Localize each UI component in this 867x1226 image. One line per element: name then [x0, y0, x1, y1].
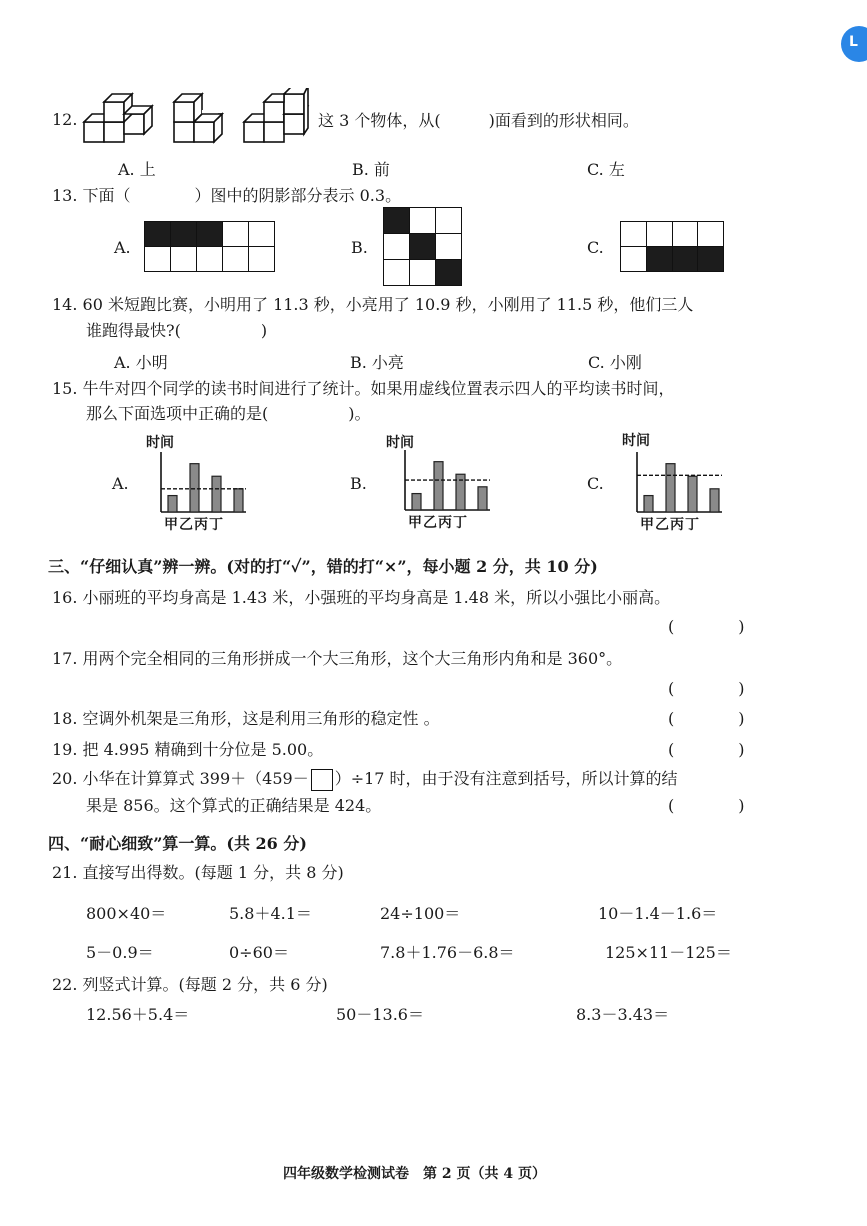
- q18-answer-paren: ( ): [668, 709, 745, 728]
- q13-grid-c: [620, 221, 724, 272]
- q15-label-a: A.: [112, 474, 129, 493]
- chart-c-bar-丁: [710, 489, 719, 512]
- q12-number: 12.: [52, 110, 78, 129]
- chart-b-bar-乙: [434, 462, 443, 510]
- calc-row1-item2: 5.8＋4.1＝: [229, 904, 312, 923]
- chart-c-bar-甲: [644, 496, 653, 512]
- q17-answer-paren: ( ): [668, 679, 745, 698]
- chart-c-axis-title: 时间: [622, 433, 650, 449]
- calc-row1-item1: 800×40＝: [86, 904, 167, 923]
- vertical-calc-item3: 8.3－3.43＝: [576, 1005, 670, 1024]
- q13-grid-a: [144, 221, 275, 272]
- q13-question-text: 13. 下面（ ）图中的阴影部分表示 0.3。: [52, 186, 402, 205]
- chart-b-bar-丁: [478, 487, 487, 510]
- q20-line-2: 果是 856。这个算式的正确结果是 424。: [86, 796, 382, 815]
- chart-b-category-labels: 甲乙丙丁: [408, 515, 468, 531]
- chart-a-category-labels: 甲乙丙丁: [164, 517, 224, 533]
- q15-line-2: 那么下面选项中正确的是( )。: [86, 404, 371, 423]
- q12-question-text: 这 3 个物体，从( )面看到的形状相同。: [318, 111, 639, 130]
- vertical-calc-item1: 12.56＋5.4＝: [86, 1005, 190, 1024]
- floating-app-badge[interactable]: L: [841, 26, 867, 62]
- section-4-title: 四、“耐心细致”算一算。(共 26 分): [48, 834, 307, 853]
- calc-row2-item1: 5－0.9＝: [86, 943, 154, 962]
- q20-text-part-1: 20. 小华在计算算式 399＋（459－: [52, 769, 309, 788]
- chart-c-bar-丙: [688, 476, 697, 512]
- chart-a-bar-甲: [168, 496, 177, 512]
- section-3-title: 三、“仔细认真”辨一辨。(对的打“✓”，错的打“×”，每小题 2 分，共 10 分): [48, 557, 598, 576]
- q12-cube-figures: [82, 88, 312, 146]
- chart-a-bar-丁: [234, 489, 243, 512]
- q19-answer-paren: ( ): [668, 740, 745, 759]
- q14-option-c: C. 小刚: [588, 353, 642, 372]
- chart-c-category-labels: 甲乙丙丁: [640, 517, 700, 533]
- q12-option-a: A. 上: [118, 160, 156, 179]
- calc-row2-item2: 0÷60＝: [229, 943, 289, 962]
- chart-b-axis-title: 时间: [386, 435, 414, 451]
- bar-chart-b: [404, 450, 494, 512]
- q14-option-a: A. 小明: [114, 353, 168, 372]
- q14-line-2: 谁跑得最快?( ): [86, 321, 268, 340]
- calc-row2-item3: 7.8＋1.76－6.8＝: [380, 943, 515, 962]
- q16-answer-paren: ( ): [668, 617, 745, 636]
- q15-label-b: B.: [350, 474, 367, 493]
- chart-a-bar-乙: [190, 464, 199, 512]
- q12-option-b: B. 前: [352, 160, 390, 179]
- q14-option-b: B. 小亮: [350, 353, 404, 372]
- cube-object-2: [174, 94, 222, 142]
- q20-answer-paren: ( ): [668, 796, 745, 815]
- cube-object-3: [244, 88, 308, 142]
- q20-blank-box: [311, 769, 333, 791]
- q17-text: 17. 用两个完全相同的三角形拼成一个大三角形，这个大三角形内角和是 360°。: [52, 649, 623, 668]
- q20-text-part-2: ）÷17 时，由于没有注意到括号，所以计算的结: [334, 769, 678, 788]
- q19-text: 19. 把 4.995 精确到十分位是 5.00。: [52, 740, 324, 759]
- q21-text: 21. 直接写出得数。(每题 1 分，共 8 分): [52, 863, 344, 882]
- q14-line-1: 14. 60 米短跑比赛，小明用了 11.3 秒，小亮用了 10.9 秒，小刚用了 11.5 秒，他们三人: [52, 295, 694, 314]
- q13-label-c: C.: [587, 238, 604, 257]
- q20-line-1: [52, 766, 678, 791]
- q15-label-c: C.: [587, 474, 604, 493]
- q16-text: 16. 小丽班的平均身高是 1.43 米，小强班的平均身高是 1.48 米，所以小强比小丽高。: [52, 588, 671, 607]
- q13-label-b: B.: [351, 238, 368, 257]
- vertical-calc-item2: 50－13.6＝: [336, 1005, 424, 1024]
- bar-chart-c: [636, 452, 726, 514]
- chart-a-axis-title: 时间: [146, 435, 174, 451]
- calc-row2-item4: 125×11－125＝: [605, 943, 732, 962]
- chart-c-bar-乙: [666, 464, 675, 512]
- bar-chart-a: [160, 452, 250, 514]
- q13-label-a: A.: [114, 238, 131, 257]
- chart-b-bar-甲: [412, 494, 421, 510]
- cube-object-1: [84, 94, 152, 142]
- q22-text: 22. 列竖式计算。(每题 2 分，共 6 分): [52, 975, 328, 994]
- page-footer: 四年级数学检测试卷 第 2 页（共 4 页）: [283, 1166, 546, 1182]
- calc-row1-item4: 10－1.4－1.6＝: [598, 904, 718, 923]
- q15-line-1: 15. 牛牛对四个同学的读书时间进行了统计。如果用虚线位置表示四人的平均读书时间，: [52, 379, 675, 398]
- chart-a-bar-丙: [212, 476, 221, 512]
- calc-row1-item3: 24÷100＝: [380, 904, 461, 923]
- q18-text: 18. 空调外机架是三角形，这是利用三角形的稳定性 。: [52, 709, 440, 728]
- q12-option-c: C. 左: [587, 160, 625, 179]
- q13-grid-b: [383, 207, 462, 286]
